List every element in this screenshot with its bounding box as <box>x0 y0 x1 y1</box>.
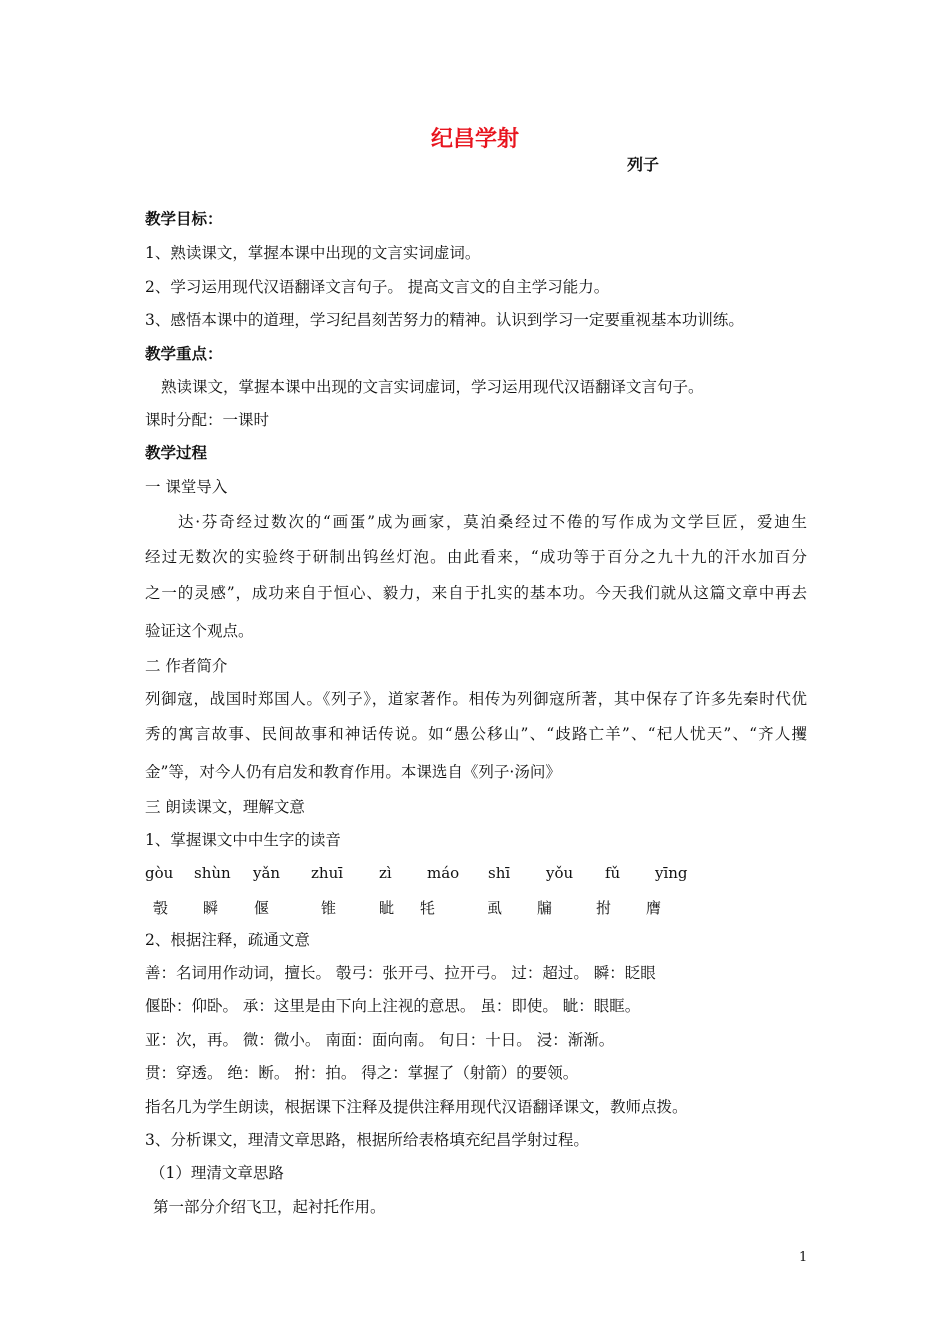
pinyin-item: shùn <box>194 864 231 882</box>
objective-item: 3、感悟本课中的道理，学习纪昌刻苦努力的精神。认识到学习一定要重视基本功训练。 <box>145 311 744 329</box>
pinyin-item: máo <box>427 864 460 882</box>
page-number: 1 <box>799 1250 808 1265</box>
character-item: 拊 <box>596 899 612 917</box>
pinyin-item: shī <box>488 864 511 882</box>
character-item: 彀 <box>153 899 169 917</box>
section-heading-intro: 一 课堂导入 <box>145 478 228 496</box>
period-text: 课时分配：一课时 <box>145 411 270 429</box>
character-item: 眦 <box>379 899 395 917</box>
instruction-line: 指名几为学生朗读，根据课下注释及提供注释用现代汉语翻译课文，教师点拨。 <box>145 1098 688 1116</box>
subheading: 1、掌握课文中中生字的读音 <box>145 831 341 849</box>
process-heading: 教学过程 <box>145 444 208 462</box>
paragraph-line: 验证这个观点。 <box>145 622 254 640</box>
character-item: 瞬 <box>203 899 219 917</box>
subheading: （1）理清文章思路 <box>150 1164 284 1182</box>
pinyin-item: yǎn <box>253 864 281 882</box>
objective-item: 1、熟读课文，掌握本课中出现的文言实词虚词。 <box>145 244 481 262</box>
paragraph-line: 之一的灵感”，成功来自于恒心、毅力，来自于扎实的基本功。今天我们就从这篇文章中再去 <box>145 584 807 602</box>
paragraph-line: 秀的寓言故事、民间故事和神话传说。如“愚公移山”、“歧路亡羊”、“杞人忧天”、“齐人攫 <box>145 725 807 743</box>
note-line: 善：名词用作动词，擅长。 彀弓：张开弓、拉开弓。 过：超过。 瞬：眨眼 <box>145 964 656 982</box>
author-name: 列子 <box>627 155 660 174</box>
subheading: 3、分析课文，理清文章思路，根据所给表格填充纪昌学射过程。 <box>145 1131 589 1149</box>
character-item: 牦 <box>420 899 436 917</box>
paragraph-line: 经过无数次的实验终于研制出钨丝灯泡。由此看来，“成功等于百分之九十九的汗水加百分 <box>145 548 807 566</box>
pinyin-item: zhuī <box>311 864 344 882</box>
subheading: 2、根据注释，疏通文意 <box>145 931 310 949</box>
pinyin-item: fǔ <box>605 864 621 882</box>
paragraph-line: 金”等，对今人仍有启发和教育作用。本课选自《列子·汤问》 <box>145 763 561 781</box>
objective-item: 2、学习运用现代汉语翻译文言句子。 提高文言文的自主学习能力。 <box>145 278 610 296</box>
character-item: 虱 <box>487 899 503 917</box>
pinyin-item: yǒu <box>546 864 574 882</box>
character-item: 锥 <box>321 899 337 917</box>
paragraph-line: 第一部分介绍飞卫，起衬托作用。 <box>153 1198 386 1216</box>
paragraph-line: 列御寇，战国时郑国人。《列子》，道家著作。相传为列御寇所著，其中保存了许多先秦时代优 <box>145 690 807 708</box>
character-item: 牖 <box>537 899 553 917</box>
note-line: 贯：穿透。 绝：断。 拊：拍。 得之：掌握了（射箭）的要领。 <box>145 1064 579 1082</box>
pinyin-item: zì <box>379 864 392 882</box>
paragraph-line: 达·芬奇经过数次的“画蛋”成为画家，莫泊桑经过不倦的写作成为文学巨匠，爱迪生 <box>178 513 807 531</box>
character-item: 偃 <box>254 899 270 917</box>
pinyin-item: gòu <box>145 864 174 882</box>
character-item: 膺 <box>646 899 662 917</box>
character-row <box>0 897 950 917</box>
section-heading-author: 二 作者简介 <box>145 657 228 675</box>
document-title: 纪昌学射 <box>430 127 519 152</box>
note-line: 偃卧：仰卧。 承：这里是由下向上注视的意思。 虽：即使。 眦：眼眶。 <box>145 997 641 1015</box>
objectives-heading: 教学目标： <box>145 210 223 228</box>
section-heading-reading: 三 朗读课文，理解文意 <box>145 798 305 816</box>
pinyin-item: yīng <box>655 864 688 882</box>
pinyin-row <box>0 864 950 884</box>
key-points-heading: 教学重点： <box>145 345 223 363</box>
note-line: 亚：次，再。 微：微小。 南面：面向南。 旬日：十日。 浸：渐渐。 <box>145 1031 615 1049</box>
key-points-text: 熟读课文，掌握本课中出现的文言实词虚词，学习运用现代汉语翻译文言句子。 <box>161 378 704 396</box>
